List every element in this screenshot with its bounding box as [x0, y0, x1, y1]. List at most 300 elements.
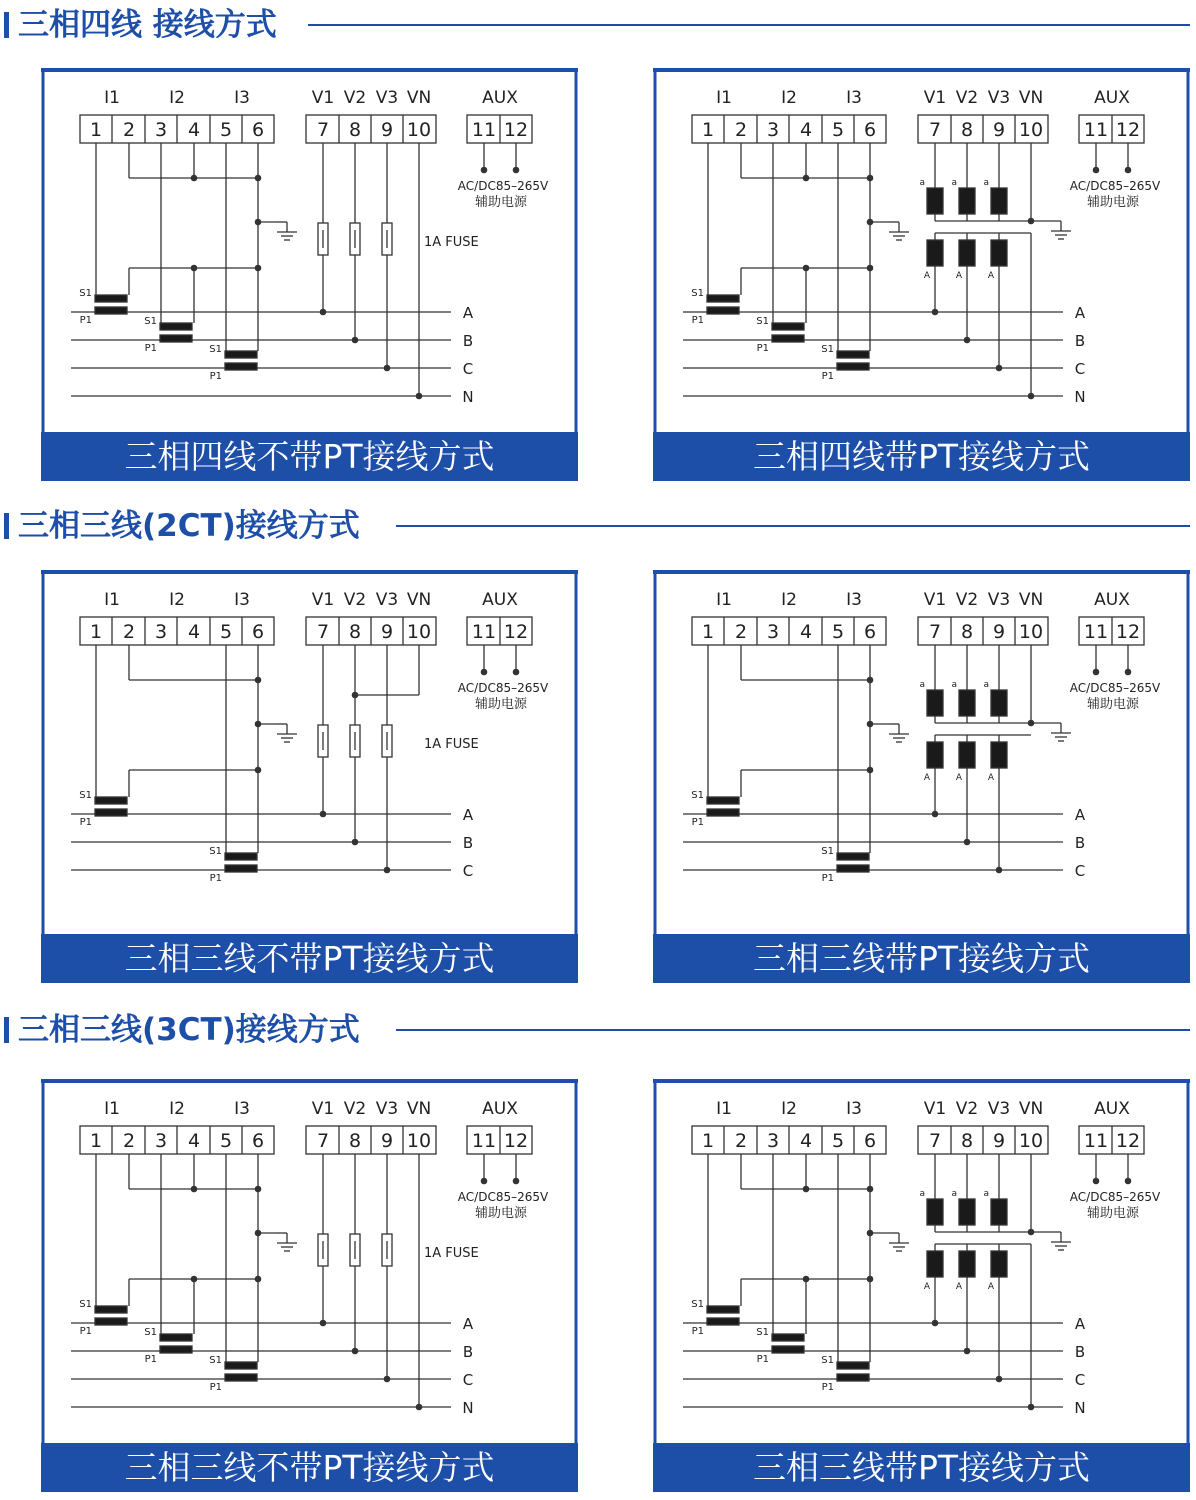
terminal-group-label-v2: V2	[955, 590, 979, 610]
terminal-group-label-v2: V2	[343, 1099, 367, 1119]
junction-dot	[1125, 669, 1132, 676]
pt-secondary-icon	[959, 1199, 975, 1225]
ct-coil-icon	[95, 1318, 127, 1325]
pt-secondary-label: a	[983, 680, 989, 690]
junction-dot	[867, 265, 874, 272]
junction-dot	[867, 767, 874, 774]
ct-coil-icon	[160, 323, 192, 330]
junction-dot	[964, 337, 971, 344]
phase-label-n: N	[1074, 388, 1086, 406]
ct-coil-icon	[707, 1306, 739, 1313]
section-rule	[308, 24, 1190, 26]
pt-secondary-label: a	[919, 1189, 925, 1199]
ct-s1-label: S1	[756, 316, 769, 327]
wiring-panel-3p4w-no-pt	[41, 68, 578, 481]
terminal-group-label-i2: I2	[169, 1099, 185, 1119]
junction-dot	[1028, 1404, 1035, 1411]
phase-label-b: B	[462, 332, 474, 350]
terminal-group-label-i1: I1	[104, 590, 120, 610]
pt-primary-icon	[991, 240, 1007, 266]
terminal-number-1: 1	[89, 1130, 103, 1152]
junction-dot	[1093, 167, 1100, 174]
terminal-number-7: 7	[928, 621, 942, 643]
ct-coil-icon	[772, 323, 804, 330]
terminal-group-label-vn: VN	[406, 88, 432, 108]
terminal-group-label-i2: I2	[169, 590, 185, 610]
terminal-number-9: 9	[992, 621, 1006, 643]
terminal-number-3: 3	[766, 1130, 780, 1152]
junction-dot	[513, 669, 520, 676]
terminal-number-1: 1	[89, 621, 103, 643]
ct-s1-label: S1	[821, 846, 834, 857]
pt-secondary-icon	[991, 690, 1007, 716]
pt-secondary-label: a	[951, 178, 957, 188]
ct-coil-icon	[837, 1362, 869, 1369]
terminal-number-10: 10	[1018, 621, 1044, 643]
junction-dot	[384, 867, 391, 874]
pt-secondary-label: a	[983, 1189, 989, 1199]
panel-caption: 三相四线带PT接线方式	[653, 432, 1190, 481]
terminal-group-label-v2: V2	[955, 1099, 979, 1119]
terminal-number-10: 10	[1018, 119, 1044, 141]
terminal-number-4: 4	[799, 119, 813, 141]
junction-dot	[867, 677, 874, 684]
terminal-number-9: 9	[380, 119, 394, 141]
terminal-number-4: 4	[187, 119, 201, 141]
junction-dot	[255, 265, 262, 272]
terminal-group-label-i1: I1	[104, 88, 120, 108]
terminal-number-7: 7	[316, 621, 330, 643]
pt-secondary-label: a	[951, 1189, 957, 1199]
aux-supply-rating: AC/DC85–265V	[1069, 1190, 1161, 1204]
ct-coil-icon	[837, 363, 869, 370]
ct-s1-label: S1	[144, 1327, 157, 1338]
terminal-group-label-aux: AUX	[482, 88, 518, 108]
pt-primary-label: A	[987, 1282, 994, 1292]
wiring-diagram	[653, 1079, 1190, 1492]
aux-supply-rating: AC/DC85–265V	[1069, 681, 1161, 695]
terminal-number-2: 2	[122, 1130, 136, 1152]
ct-coil-icon	[225, 1374, 257, 1381]
aux-supply-label: 辅助电源	[474, 1206, 528, 1221]
junction-dot	[803, 1186, 810, 1193]
phase-label-a: A	[1074, 806, 1086, 824]
junction-dot	[867, 219, 874, 226]
fuse-rating: 1A FUSE	[424, 737, 479, 752]
ct-s1-label: S1	[691, 1299, 704, 1310]
ct-coil-icon	[225, 865, 257, 872]
ct-s1-label: S1	[209, 846, 222, 857]
terminal-number-3: 3	[766, 119, 780, 141]
junction-dot	[964, 1348, 971, 1355]
junction-dot	[416, 393, 423, 400]
junction-dot	[1125, 167, 1132, 174]
aux-supply-rating: AC/DC85–265V	[457, 179, 549, 193]
pt-primary-label: A	[987, 271, 994, 281]
terminal-group-label-vn: VN	[406, 1099, 432, 1119]
ct-s1-label: S1	[79, 1299, 92, 1310]
terminal-number-5: 5	[831, 621, 845, 643]
terminal-number-11: 11	[1083, 1130, 1109, 1152]
terminal-group-label-i3: I3	[234, 590, 250, 610]
ct-p1-label: P1	[691, 1326, 704, 1337]
terminal-number-4: 4	[187, 1130, 201, 1152]
ct-coil-icon	[837, 351, 869, 358]
terminal-number-10: 10	[406, 119, 432, 141]
junction-dot	[191, 1276, 198, 1283]
ct-p1-label: P1	[79, 1326, 92, 1337]
wiring-diagram	[653, 68, 1190, 481]
junction-dot	[803, 175, 810, 182]
terminal-number-8: 8	[348, 119, 362, 141]
ct-s1-label: S1	[209, 344, 222, 355]
ct-s1-label: S1	[756, 1327, 769, 1338]
terminal-number-1: 1	[701, 621, 715, 643]
terminal-number-8: 8	[960, 621, 974, 643]
terminal-group-label-v1: V1	[311, 1099, 335, 1119]
wiring-panel-3p3w-2ct-pt	[653, 570, 1190, 983]
pt-primary-label: A	[923, 773, 930, 783]
phase-label-b: B	[1074, 1343, 1086, 1361]
terminal-number-12: 12	[503, 621, 529, 643]
terminal-group-label-v1: V1	[311, 88, 335, 108]
terminal-number-7: 7	[928, 119, 942, 141]
terminal-number-11: 11	[1083, 621, 1109, 643]
panel-frame-top	[653, 68, 1190, 72]
terminal-number-4: 4	[799, 621, 813, 643]
junction-dot	[320, 1320, 327, 1327]
terminal-group-label-i1: I1	[104, 1099, 120, 1119]
junction-dot	[352, 1348, 359, 1355]
panel-frame-top	[41, 68, 578, 72]
fuse-rating: 1A FUSE	[424, 235, 479, 250]
terminal-number-2: 2	[122, 621, 136, 643]
pt-primary-label: A	[955, 271, 962, 281]
panel-frame-top	[41, 570, 578, 574]
panel-caption: 三相三线不带PT接线方式	[41, 1443, 578, 1492]
junction-dot	[867, 1230, 874, 1237]
phase-label-a: A	[1074, 304, 1086, 322]
panel-frame-top	[653, 1079, 1190, 1083]
panel-caption: 三相三线不带PT接线方式	[41, 934, 578, 983]
terminal-group-label-v1: V1	[311, 590, 335, 610]
ct-p1-label: P1	[756, 1354, 769, 1365]
terminal-number-5: 5	[219, 1130, 233, 1152]
junction-dot	[803, 265, 810, 272]
pt-secondary-icon	[959, 690, 975, 716]
wiring-diagram	[653, 570, 1190, 983]
section-header-2	[0, 504, 1196, 548]
pt-primary-label: A	[955, 773, 962, 783]
phase-label-n: N	[1074, 1399, 1086, 1417]
ct-s1-label: S1	[821, 344, 834, 355]
phase-label-a: A	[462, 304, 474, 322]
junction-dot	[255, 1276, 262, 1283]
phase-label-c: C	[462, 360, 474, 378]
wiring-diagram	[41, 68, 578, 481]
ct-s1-label: S1	[79, 288, 92, 299]
terminal-number-5: 5	[831, 1130, 845, 1152]
junction-dot	[1093, 669, 1100, 676]
junction-dot	[513, 1178, 520, 1185]
terminal-number-7: 7	[316, 1130, 330, 1152]
terminal-number-12: 12	[503, 1130, 529, 1152]
junction-dot	[352, 692, 359, 699]
phase-label-a: A	[462, 806, 474, 824]
junction-dot	[255, 677, 262, 684]
terminal-group-label-i2: I2	[781, 88, 797, 108]
ct-p1-label: P1	[79, 315, 92, 326]
junction-dot	[932, 309, 939, 316]
junction-dot	[320, 811, 327, 818]
terminal-number-9: 9	[380, 1130, 394, 1152]
junction-dot	[255, 175, 262, 182]
terminal-number-4: 4	[187, 621, 201, 643]
phase-label-n: N	[462, 1399, 474, 1417]
terminal-group-label-v1: V1	[923, 590, 947, 610]
aux-supply-label: 辅助电源	[474, 195, 528, 210]
pt-primary-label: A	[923, 1282, 930, 1292]
terminal-number-10: 10	[1018, 1130, 1044, 1152]
pt-secondary-label: a	[919, 178, 925, 188]
terminal-group-label-v3: V3	[987, 1099, 1011, 1119]
phase-label-b: B	[1074, 332, 1086, 350]
junction-dot	[191, 175, 198, 182]
ct-coil-icon	[95, 307, 127, 314]
junction-dot	[481, 669, 488, 676]
junction-dot	[352, 337, 359, 344]
terminal-group-label-i1: I1	[716, 88, 732, 108]
terminal-number-3: 3	[154, 621, 168, 643]
terminal-number-10: 10	[406, 1130, 432, 1152]
pt-secondary-label: a	[919, 680, 925, 690]
ct-coil-icon	[837, 865, 869, 872]
junction-dot	[1093, 1178, 1100, 1185]
terminal-group-label-vn: VN	[1018, 88, 1044, 108]
phase-label-c: C	[462, 1371, 474, 1389]
pt-primary-icon	[927, 742, 943, 768]
pt-primary-icon	[991, 742, 1007, 768]
pt-secondary-icon	[927, 188, 943, 214]
terminal-group-label-i3: I3	[846, 590, 862, 610]
ct-p1-label: P1	[144, 1354, 157, 1365]
section-title: 三相三线(3CT)接线方式	[18, 1012, 360, 1048]
terminal-number-8: 8	[348, 1130, 362, 1152]
ct-coil-icon	[772, 1334, 804, 1341]
aux-supply-rating: AC/DC85–265V	[457, 681, 549, 695]
junction-dot	[513, 167, 520, 174]
phase-label-b: B	[462, 1343, 474, 1361]
junction-dot	[416, 1404, 423, 1411]
junction-dot	[481, 1178, 488, 1185]
terminal-group-label-v2: V2	[343, 88, 367, 108]
junction-dot	[932, 1320, 939, 1327]
terminal-group-label-vn: VN	[406, 590, 432, 610]
ct-coil-icon	[95, 809, 127, 816]
pt-secondary-icon	[927, 1199, 943, 1225]
ct-coil-icon	[707, 1318, 739, 1325]
terminal-number-6: 6	[863, 621, 877, 643]
pt-secondary-label: a	[951, 680, 957, 690]
ct-p1-label: P1	[144, 343, 157, 354]
ct-p1-label: P1	[79, 817, 92, 828]
terminal-group-label-aux: AUX	[482, 1099, 518, 1119]
aux-supply-label: 辅助电源	[1086, 195, 1140, 210]
junction-dot	[996, 1376, 1003, 1383]
terminal-number-9: 9	[992, 119, 1006, 141]
junction-dot	[867, 721, 874, 728]
junction-dot	[996, 867, 1003, 874]
terminal-number-3: 3	[766, 621, 780, 643]
ct-coil-icon	[225, 1362, 257, 1369]
ct-coil-icon	[772, 335, 804, 342]
terminal-group-label-aux: AUX	[482, 590, 518, 610]
ct-s1-label: S1	[209, 1355, 222, 1366]
terminal-group-label-v2: V2	[343, 590, 367, 610]
junction-dot	[255, 1230, 262, 1237]
terminal-number-12: 12	[1115, 621, 1141, 643]
pt-primary-icon	[959, 742, 975, 768]
terminal-number-1: 1	[89, 119, 103, 141]
ct-coil-icon	[160, 1346, 192, 1353]
terminal-number-4: 4	[799, 1130, 813, 1152]
terminal-group-label-i3: I3	[846, 88, 862, 108]
junction-dot	[867, 1186, 874, 1193]
terminal-group-label-i3: I3	[234, 1099, 250, 1119]
aux-supply-label: 辅助电源	[1086, 697, 1140, 712]
terminal-group-label-vn: VN	[1018, 590, 1044, 610]
pt-primary-label: A	[955, 1282, 962, 1292]
section-rule	[396, 1029, 1190, 1031]
ct-p1-label: P1	[691, 817, 704, 828]
phase-label-b: B	[1074, 834, 1086, 852]
terminal-number-11: 11	[471, 621, 497, 643]
ct-p1-label: P1	[821, 873, 834, 884]
pt-primary-label: A	[987, 773, 994, 783]
ct-coil-icon	[837, 853, 869, 860]
phase-label-a: A	[1074, 1315, 1086, 1333]
terminal-number-6: 6	[863, 119, 877, 141]
terminal-group-label-aux: AUX	[1094, 88, 1130, 108]
panel-frame-top	[41, 1079, 578, 1083]
ct-s1-label: S1	[79, 790, 92, 801]
terminal-number-2: 2	[734, 621, 748, 643]
terminal-number-11: 11	[471, 1130, 497, 1152]
terminal-number-10: 10	[406, 621, 432, 643]
wiring-panel-3p3w-3ct-pt	[653, 1079, 1190, 1492]
phase-label-n: N	[462, 388, 474, 406]
terminal-group-label-i1: I1	[716, 590, 732, 610]
terminal-group-label-v3: V3	[375, 88, 399, 108]
panel-caption: 三相三线带PT接线方式	[653, 934, 1190, 983]
ct-coil-icon	[95, 295, 127, 302]
terminal-group-label-aux: AUX	[1094, 1099, 1130, 1119]
section-title: 三相三线(2CT)接线方式	[18, 508, 360, 544]
phase-label-c: C	[1074, 360, 1086, 378]
junction-dot	[255, 721, 262, 728]
panel-caption: 三相四线不带PT接线方式	[41, 432, 578, 481]
panel-caption: 三相三线带PT接线方式	[653, 1443, 1190, 1492]
terminal-number-7: 7	[316, 119, 330, 141]
terminal-number-12: 12	[503, 119, 529, 141]
phase-label-c: C	[462, 862, 474, 880]
phase-label-c: C	[1074, 1371, 1086, 1389]
ct-s1-label: S1	[691, 790, 704, 801]
ct-coil-icon	[160, 1334, 192, 1341]
wiring-panel-3p4w-pt	[653, 68, 1190, 481]
terminal-group-label-v3: V3	[987, 88, 1011, 108]
ct-s1-label: S1	[144, 316, 157, 327]
ct-p1-label: P1	[691, 315, 704, 326]
terminal-number-9: 9	[992, 1130, 1006, 1152]
ct-coil-icon	[772, 1346, 804, 1353]
terminal-group-label-vn: VN	[1018, 1099, 1044, 1119]
junction-dot	[867, 1276, 874, 1283]
wiring-diagram	[41, 570, 578, 983]
fuse-rating: 1A FUSE	[424, 1246, 479, 1261]
phase-label-c: C	[1074, 862, 1086, 880]
pt-secondary-icon	[959, 188, 975, 214]
terminal-number-5: 5	[219, 621, 233, 643]
panel-frame-top	[653, 570, 1190, 574]
wiring-panel-3p3w-2ct-no-pt	[41, 570, 578, 983]
junction-dot	[481, 167, 488, 174]
section-header-3	[0, 1008, 1196, 1052]
phase-label-b: B	[462, 834, 474, 852]
terminal-number-2: 2	[734, 119, 748, 141]
ct-coil-icon	[160, 335, 192, 342]
ct-coil-icon	[707, 809, 739, 816]
terminal-number-8: 8	[960, 1130, 974, 1152]
ct-p1-label: P1	[209, 1382, 222, 1393]
ct-p1-label: P1	[821, 371, 834, 382]
ct-coil-icon	[707, 295, 739, 302]
terminal-number-1: 1	[701, 1130, 715, 1152]
aux-supply-label: 辅助电源	[474, 697, 528, 712]
ct-coil-icon	[225, 363, 257, 370]
ct-s1-label: S1	[821, 1355, 834, 1366]
ct-coil-icon	[707, 307, 739, 314]
section-rule	[396, 525, 1190, 527]
ct-p1-label: P1	[209, 873, 222, 884]
terminal-group-label-v2: V2	[955, 88, 979, 108]
junction-dot	[1125, 1178, 1132, 1185]
junction-dot	[932, 811, 939, 818]
terminal-number-3: 3	[154, 1130, 168, 1152]
section-marker	[4, 513, 9, 539]
terminal-number-1: 1	[701, 119, 715, 141]
pt-primary-icon	[927, 1251, 943, 1277]
ct-p1-label: P1	[821, 1382, 834, 1393]
junction-dot	[255, 1186, 262, 1193]
terminal-number-8: 8	[960, 119, 974, 141]
ct-coil-icon	[225, 351, 257, 358]
ct-coil-icon	[95, 1306, 127, 1313]
terminal-group-label-i3: I3	[234, 88, 250, 108]
terminal-number-12: 12	[1115, 119, 1141, 141]
junction-dot	[191, 265, 198, 272]
terminal-number-6: 6	[251, 119, 265, 141]
aux-supply-label: 辅助电源	[1086, 1206, 1140, 1221]
section-title: 三相四线 接线方式	[18, 7, 277, 43]
junction-dot	[964, 839, 971, 846]
junction-dot	[352, 839, 359, 846]
pt-primary-icon	[959, 240, 975, 266]
terminal-group-label-i2: I2	[781, 590, 797, 610]
ct-p1-label: P1	[209, 371, 222, 382]
pt-secondary-icon	[927, 690, 943, 716]
ct-coil-icon	[225, 853, 257, 860]
